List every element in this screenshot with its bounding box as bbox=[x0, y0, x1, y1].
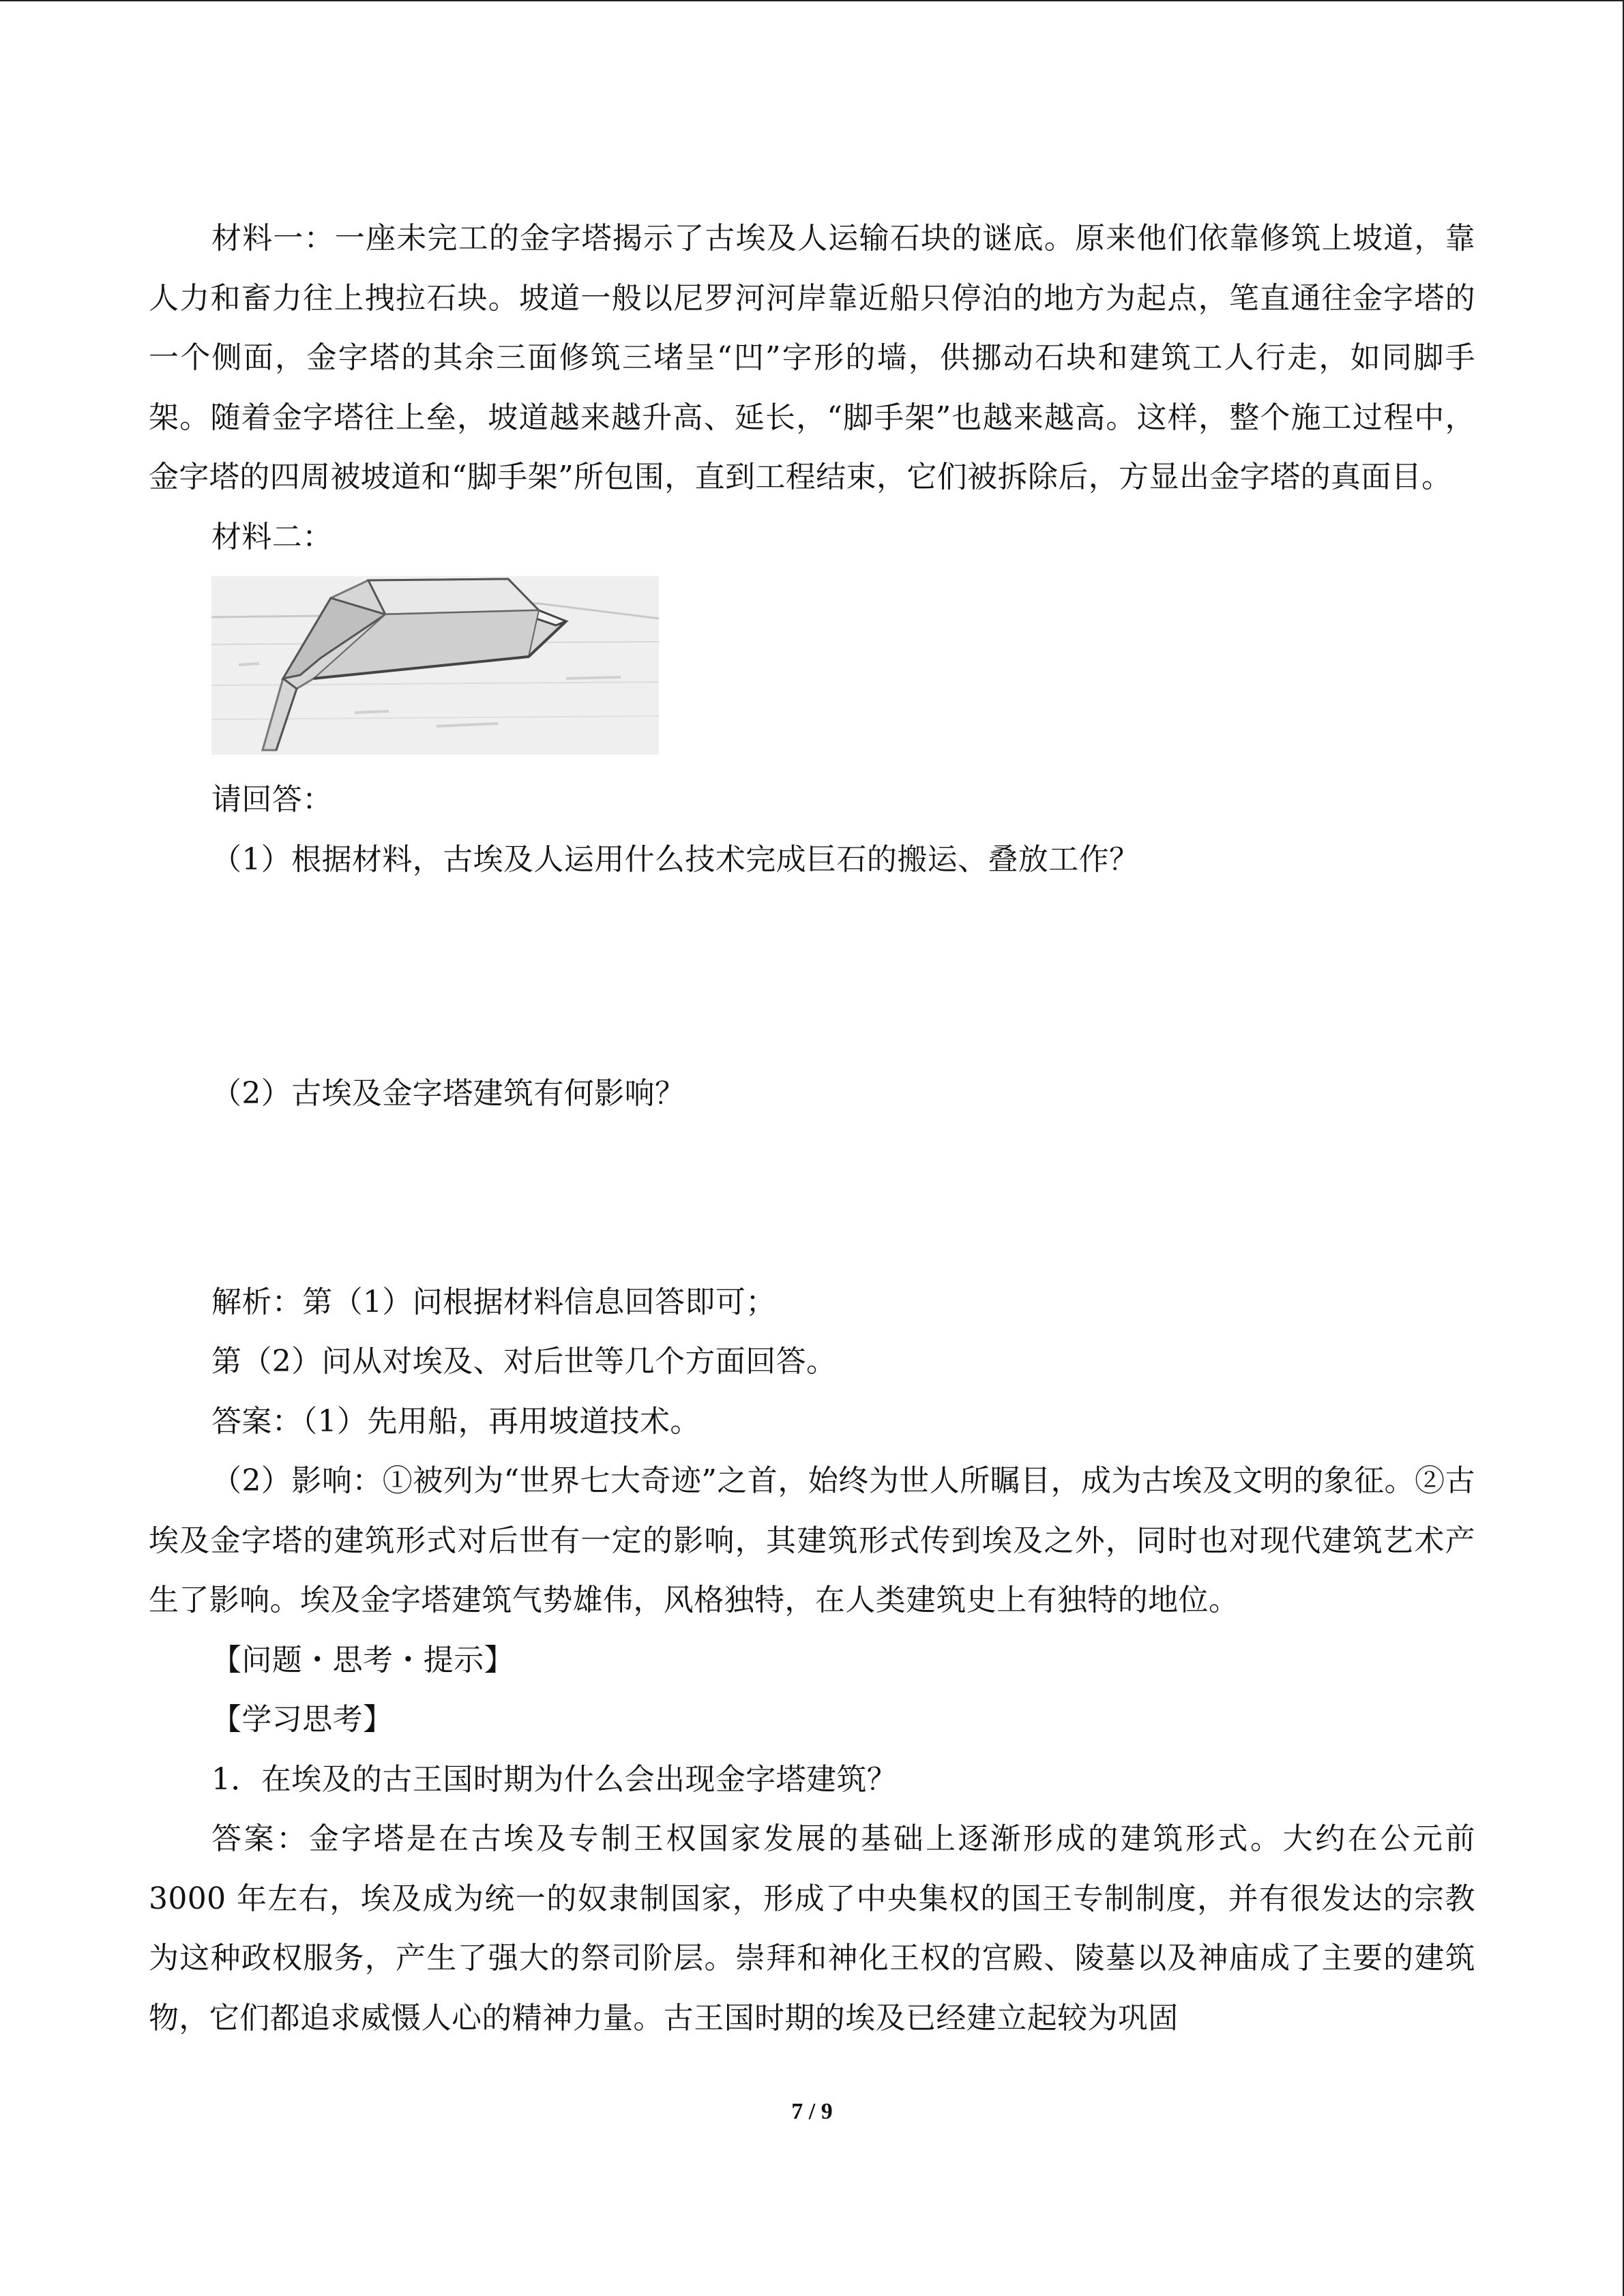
material-one-paragraph: 材料一：一座未完工的金字塔揭示了古埃及人运输石块的谜底。原来他们依靠修筑上坡道，靠人力和畜力往上拽拉石块。坡道一般以尼罗河河岸靠近船只停泊的地方为起点，笔直通往金字塔的一个侧面，金字塔的其余三面修筑三堵呈“凹”字形的墙，供挪动石块和建筑工人行走，如同脚手架。随着金字塔往上垒，坡道越来越升高、延长，“脚手架”也越来越高。这样，整个施工过程中，金字塔的四周被坡道和“脚手架”所包围，直到工程结束，它们被拆除后，方显出金字塔的真面目。 bbox=[149, 221, 1475, 494]
answer-space-one bbox=[149, 889, 1475, 1064]
study-question-one: 1．在埃及的古王国时期为什么会出现金字塔建筑？ bbox=[211, 1761, 898, 1797]
analysis-line-two: 第（2）问从对埃及、对后世等几个方面回答。 bbox=[211, 1344, 837, 1379]
study-answer-one: 答案：金字塔是在古埃及专制王权国家发展的基础上逐渐形成的建筑形式。大约在公元前 3000 年左右，埃及成为统一的奴隶制国家，形成了中央集权的国王专制制度，并有很发达的宗教为这种政权服务，产生了强大的祭司阶层。崇拜和神化王权的宫殿、陵墓以及神庙成了主要的建筑物，它们都追求威慑人心的精神力量。古王国时期的埃及已经建立起较为巩固 bbox=[149, 1821, 1475, 2036]
question-one: （1）根据材料，古埃及人运用什么技术完成巨石的搬运、叠放工作？ bbox=[211, 841, 1140, 877]
questions-prompt: 请回答： bbox=[211, 782, 333, 817]
material-two-label: 材料二： bbox=[211, 519, 333, 554]
section-heading-problem: 【问题・思考・提示】 bbox=[211, 1642, 514, 1678]
answer-one: 答案：（1）先用船，再用坡道技术。 bbox=[211, 1403, 700, 1439]
question-two: （2）古埃及金字塔建筑有何影响？ bbox=[211, 1076, 685, 1111]
pyramid-ramp-figure bbox=[211, 576, 659, 755]
analysis-line-one: 解析：第（1）问根据材料信息回答即可； bbox=[211, 1284, 776, 1320]
answer-space-two bbox=[149, 1124, 1475, 1272]
page-number: 7 / 9 bbox=[791, 2099, 833, 2124]
pyramid-ramp-illustration-icon bbox=[211, 576, 659, 755]
section-heading-study: 【学习思考】 bbox=[211, 1702, 394, 1737]
answer-two: （2）影响：①被列为“世界七大奇迹”之首，始终为世人所瞩目，成为古埃及文明的象征。②古埃及金字塔的建筑形式对后世有一定的影响，其建筑形式传到埃及之外，同时也对现代建筑艺术产生了影响。埃及金字塔建筑气势雄伟，风格独特，在人类建筑史上有独特的地位。 bbox=[149, 1463, 1475, 1617]
document-body bbox=[149, 209, 1475, 2048]
